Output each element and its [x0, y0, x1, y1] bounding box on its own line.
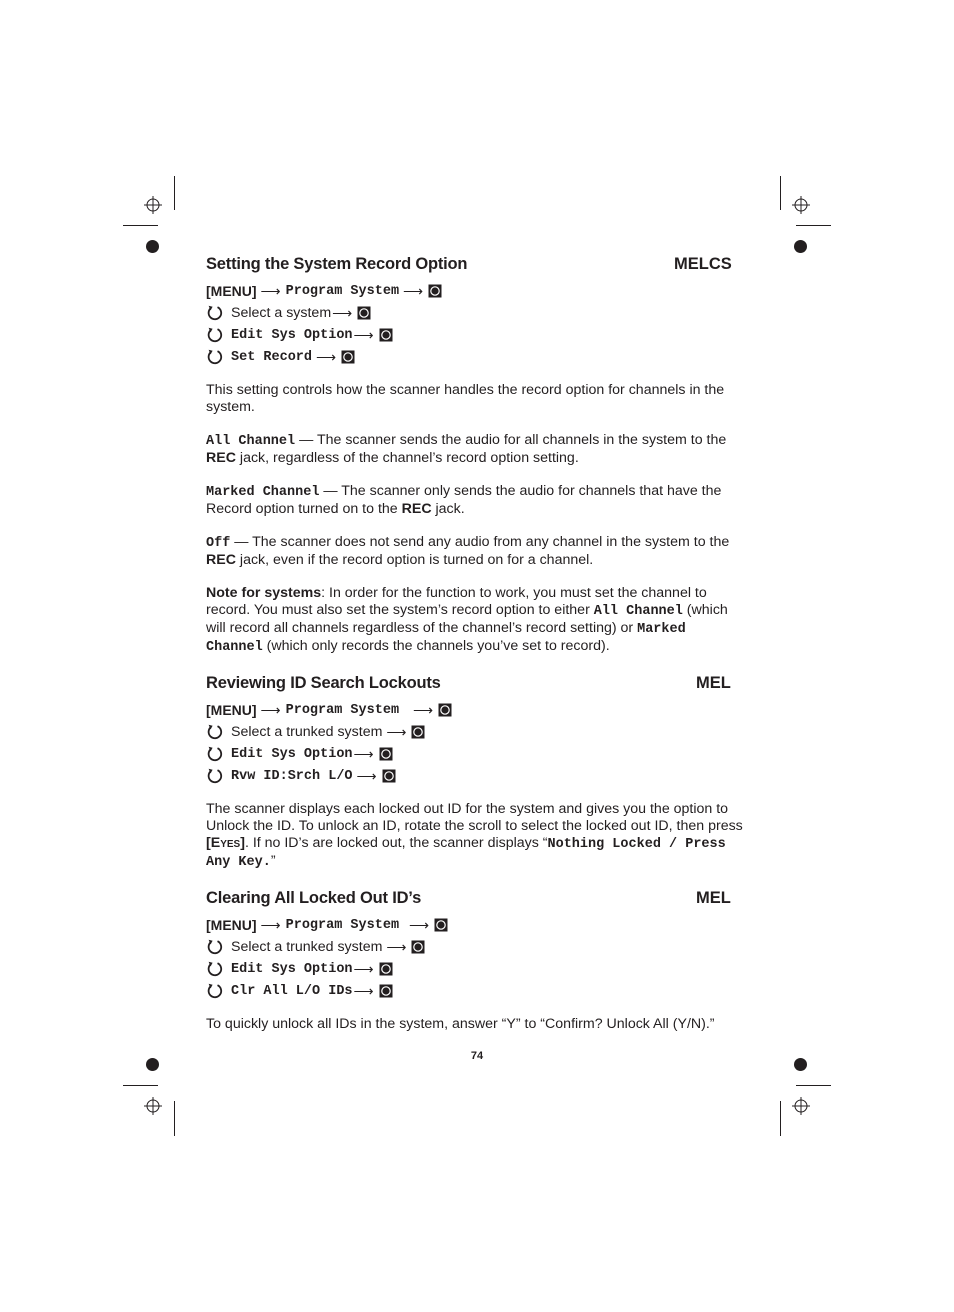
page-content [206, 256, 746, 1033]
right-arrow-icon: ⟶ [403, 282, 424, 299]
right-arrow-icon: ⟶ [316, 348, 337, 365]
menu-step [206, 936, 746, 958]
option-description [206, 534, 746, 569]
menu-step [206, 324, 746, 346]
menu-step [206, 743, 746, 765]
menu-instruction: Select a trunked system [231, 723, 383, 740]
scroll-knob-icon [379, 328, 393, 342]
menu-item: Set Record [231, 349, 313, 365]
rotate-scroll-icon [206, 982, 224, 1000]
model-codes: MEL [696, 674, 731, 692]
rotate-scroll-icon [206, 723, 224, 741]
option-description [206, 483, 746, 518]
option-text: — The scanner does not send any audio from any channel in the system to the [230, 534, 730, 550]
key-label [206, 835, 245, 851]
menu-step [206, 914, 746, 936]
menu-step [206, 980, 746, 1002]
section-header [206, 256, 746, 280]
right-arrow-icon: ⟶ [353, 745, 374, 762]
menu-item: Program System [285, 702, 400, 718]
right-arrow-icon: ⟶ [260, 282, 281, 299]
right-arrow-icon: ⟶ [356, 767, 377, 784]
registration-crosshair-icon [144, 196, 162, 214]
rotate-scroll-icon [206, 348, 224, 366]
menu-item: Rvw ID:Srch L/O [231, 768, 353, 784]
menu-key-label: [MENU] [206, 701, 257, 718]
note-label: Note for systems [206, 585, 322, 601]
option-description [206, 432, 746, 467]
rotate-scroll-icon [206, 745, 224, 763]
page-number: 74 [470, 1050, 484, 1062]
right-arrow-icon: ⟶ [332, 304, 353, 321]
menu-item: Edit Sys Option [231, 327, 353, 343]
note-text: : In order for the function to work, you must set the channel to record. You must also set the system’s record option to either [206, 585, 707, 618]
right-arrow-icon: ⟶ [409, 916, 430, 933]
option-code: All Channel [593, 604, 683, 619]
registration-crosshair-icon [792, 196, 810, 214]
section-title: Setting the System Record Option [206, 255, 468, 273]
menu-step [206, 302, 746, 324]
menu-key-label: [MENU] [206, 916, 257, 933]
model-codes: MEL [696, 889, 731, 907]
rotate-scroll-icon [206, 326, 224, 344]
scroll-knob-icon [379, 984, 393, 998]
section-title: Reviewing ID Search Lockouts [206, 674, 441, 692]
option-text: — The scanner sends the audio for all channels in the system to the [295, 432, 727, 448]
scroll-knob-icon [411, 940, 425, 954]
note-text: (which will record all channels regardless of the channel’s record setting) or [206, 602, 728, 636]
scroll-knob-icon [428, 284, 442, 298]
menu-key-label: [MENU] [206, 282, 257, 299]
crop-mark-bottom-right-horizontal [796, 1085, 831, 1086]
rotate-scroll-icon [206, 304, 224, 322]
jack-label: REC [206, 450, 236, 466]
scroll-knob-icon [379, 962, 393, 976]
jack-label: REC [401, 501, 432, 517]
option-code: All Channel [206, 434, 296, 449]
menu-item: Clr All L/O IDs [231, 983, 353, 999]
key-label-rest: yes [220, 835, 241, 851]
menu-item: Program System [285, 917, 400, 933]
display-message: Nothing Locked / Press Any Key. [206, 837, 726, 870]
scroll-knob-icon [382, 769, 396, 783]
model-codes: MELCS [674, 255, 732, 273]
option-text: jack, regardless of the channel’s record option setting. [235, 450, 579, 466]
right-arrow-icon: ⟶ [353, 982, 374, 999]
menu-item: Edit Sys Option [231, 961, 353, 977]
crop-mark-bottom-left-vertical [174, 1101, 175, 1136]
menu-step [206, 699, 746, 721]
menu-step [206, 721, 746, 743]
rotate-scroll-icon [206, 938, 224, 956]
registration-crosshair-icon [792, 1097, 810, 1115]
option-code: Off [206, 536, 231, 551]
crop-mark-bottom-right-vertical [780, 1101, 781, 1136]
right-arrow-icon: ⟶ [386, 938, 407, 955]
menu-instruction: Select a trunked system [231, 938, 383, 955]
paragraph-text: The scanner displays each locked out ID for the system and gives you the option to Unlock the ID. To unlock an ID, rotate the scroll to select the locked out ID, then press [206, 801, 743, 834]
scroll-knob-icon [411, 725, 425, 739]
paragraph: This setting controls how the scanner handles the record option for channels in the system. [206, 382, 725, 415]
scroll-knob-icon [379, 747, 393, 761]
note-paragraph [206, 585, 746, 656]
section-header [206, 675, 746, 699]
option-text: — The scanner only sends the audio for channels that have the Record option turned on to the [206, 483, 722, 517]
section-title: Clearing All Locked Out ID’s [206, 889, 422, 907]
scroll-knob-icon [341, 350, 355, 364]
key-label-prefix: [E [206, 835, 221, 851]
section-header [206, 890, 746, 914]
paragraph-text: . If no ID’s are locked out, the scanner displays “ [244, 835, 548, 851]
menu-instruction: Select a system [231, 304, 332, 321]
note-text: (which only records the channels you’ve set to record). [262, 638, 610, 654]
option-text: jack. [431, 501, 465, 517]
registration-crosshair-icon [144, 1097, 162, 1115]
menu-item: Edit Sys Option [231, 746, 353, 762]
option-code: Marked Channel [206, 622, 686, 655]
right-arrow-icon: ⟶ [413, 701, 434, 718]
option-code: Marked Channel [206, 485, 320, 500]
menu-item: Program System [285, 283, 400, 299]
crop-mark-top-left-horizontal [123, 225, 158, 226]
right-arrow-icon: ⟶ [353, 326, 374, 343]
right-arrow-icon: ⟶ [353, 960, 374, 977]
menu-step [206, 346, 746, 368]
option-text: jack, even if the record option is turned on for a channel. [235, 552, 594, 568]
rotate-scroll-icon [206, 960, 224, 978]
paragraph [206, 801, 746, 871]
jack-label: REC [206, 552, 236, 568]
menu-step [206, 280, 746, 302]
scroll-knob-icon [434, 918, 448, 932]
crop-mark-top-right-horizontal [796, 225, 831, 226]
menu-step [206, 765, 746, 787]
rotate-scroll-icon [206, 767, 224, 785]
menu-step [206, 958, 746, 980]
crop-mark-top-left-vertical [174, 176, 175, 210]
scroll-knob-icon [357, 306, 371, 320]
right-arrow-icon: ⟶ [386, 723, 407, 740]
crop-mark-bottom-left-horizontal [123, 1085, 158, 1086]
right-arrow-icon: ⟶ [260, 916, 281, 933]
registration-dot-icon [794, 240, 807, 253]
paragraph: To quickly unlock all IDs in the system, answer “Y” to “Confirm? Unlock All (Y/N).” [206, 1016, 715, 1032]
registration-dot-icon [146, 240, 159, 253]
paragraph-text: ” [270, 853, 276, 869]
key-label-suffix: ] [240, 835, 245, 851]
scroll-knob-icon [438, 703, 452, 717]
right-arrow-icon: ⟶ [260, 701, 281, 718]
crop-mark-top-right-vertical [780, 176, 781, 210]
